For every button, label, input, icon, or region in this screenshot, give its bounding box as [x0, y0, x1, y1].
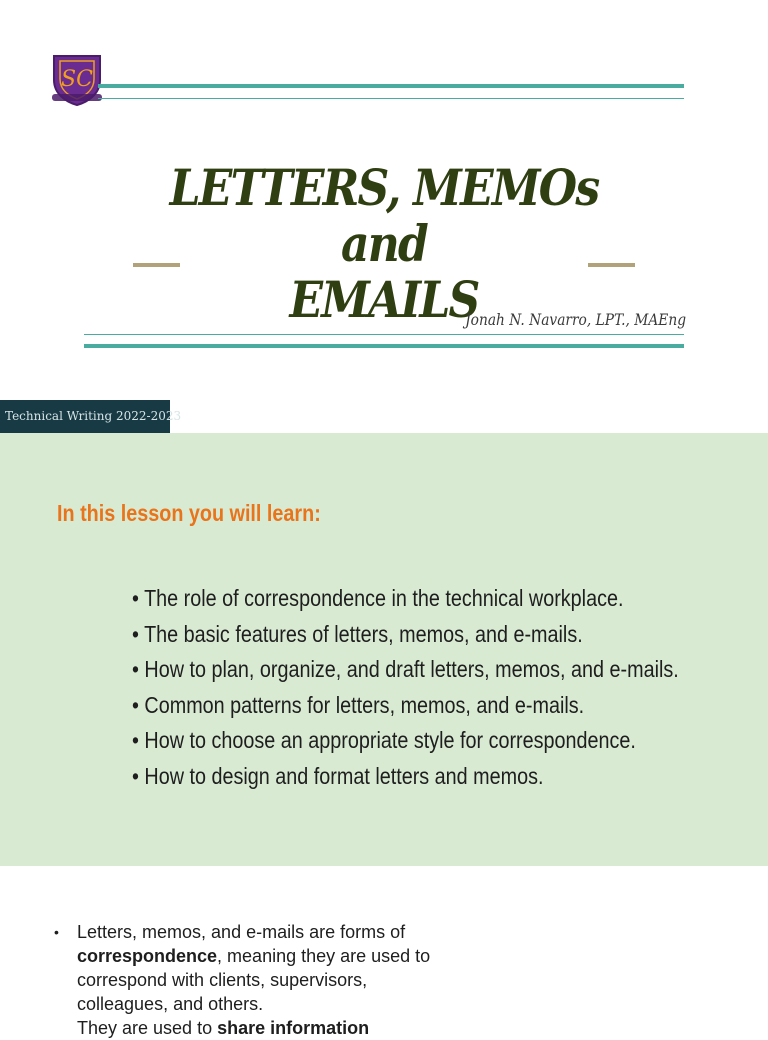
list-item: • Common patterns for letters, memos, and e-mails. — [132, 688, 679, 724]
list-item — [54, 920, 434, 1040]
right-accent-bar — [588, 263, 635, 267]
correspondence-list — [54, 920, 434, 1040]
list-item: • The role of correspondence in the technical workplace. — [132, 581, 679, 617]
objectives-list — [132, 581, 768, 794]
list-item: • The basic features of letters, memos, and e-mails. — [132, 617, 679, 653]
list-item: • How to choose an appropriate style for correspondence. — [132, 723, 679, 759]
objectives-heading: In this lesson you will learn: — [57, 500, 321, 526]
left-accent-bar — [133, 263, 180, 267]
correspondence-slide — [0, 866, 768, 1038]
top-thin-rule — [98, 98, 684, 99]
bullet-continuation-bold: share information — [217, 1018, 370, 1038]
author-name: Jonah N. Navarro, LPT., MAEng — [465, 310, 686, 329]
objectives-slide — [0, 433, 768, 866]
course-footer-tag: Technical Writing 2022-2023 — [0, 400, 170, 433]
bottom-thick-rule — [84, 344, 684, 348]
title-line-1: LETTERS, MEMOs and — [169, 158, 599, 273]
list-item: • How to design and format letters and memos. — [132, 759, 679, 795]
bullet-continuation: They are used to — [77, 1018, 218, 1038]
top-thick-rule — [98, 84, 684, 88]
bullet-text-end: , meaning they are used to correspond with clients, supervisors, colleagues, and others. — [77, 946, 431, 1014]
title-slide — [0, 0, 768, 433]
bullet-text-start: Letters, memos, and e-mails are forms of — [77, 922, 406, 942]
list-item: • How to plan, organize, and draft letters, memos, and e-mails. — [132, 652, 679, 688]
bullet-text-bold: correspondence — [77, 946, 218, 966]
title-line-2: EMAILS — [289, 270, 479, 329]
bottom-thin-rule — [84, 334, 684, 335]
slide-title — [160, 160, 607, 328]
svg-text:SC: SC — [61, 67, 93, 92]
